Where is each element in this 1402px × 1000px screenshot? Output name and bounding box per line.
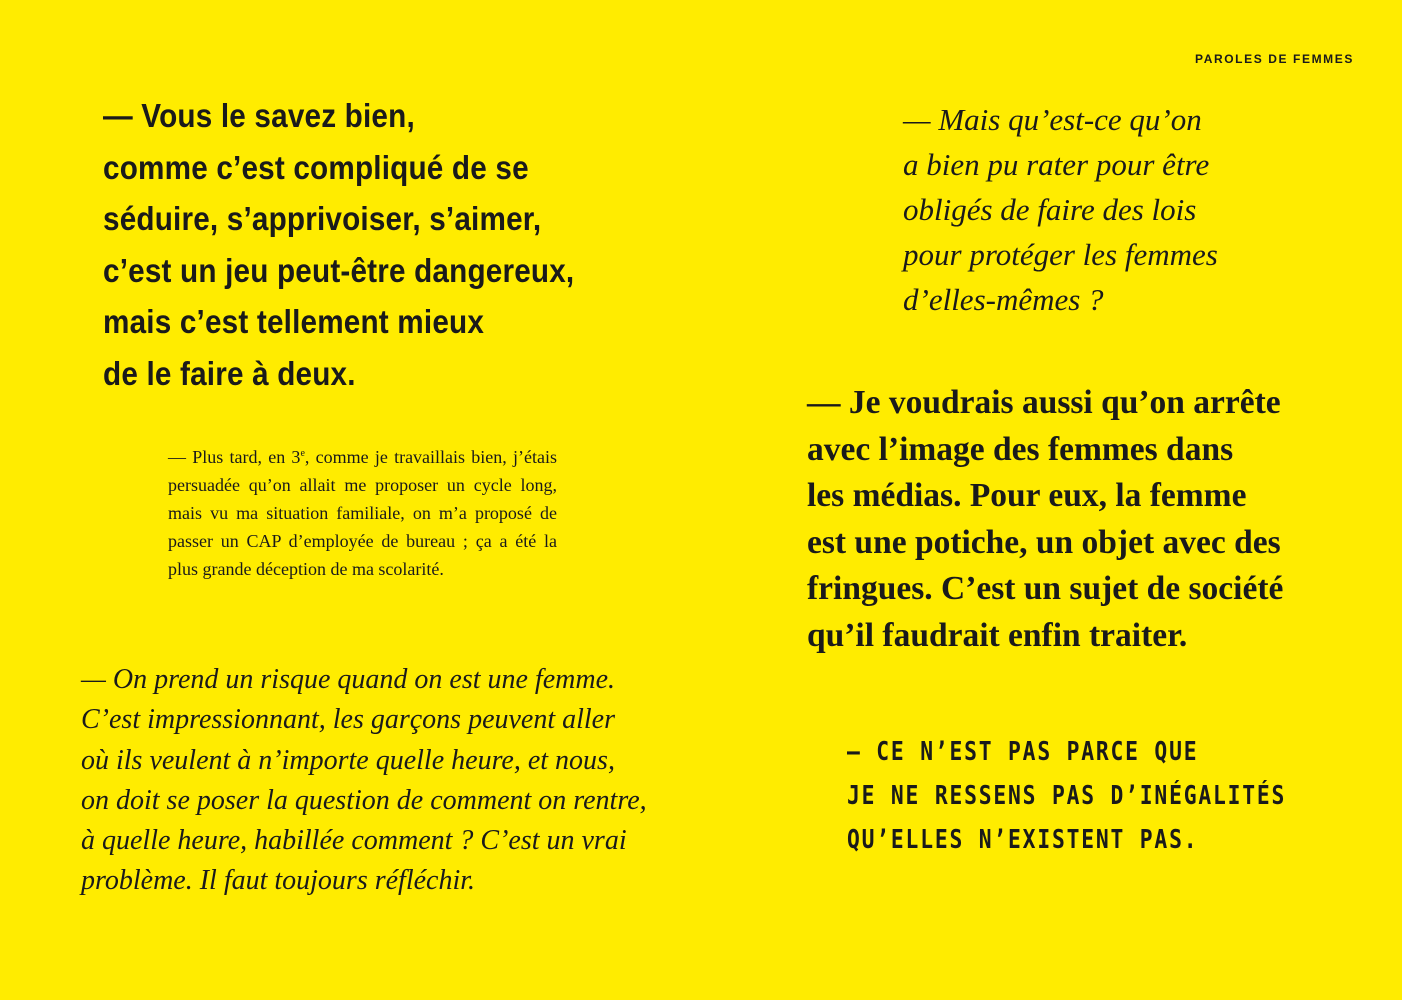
- quote-line: — CE N’EST PAS PARCE QUE: [847, 737, 1199, 767]
- quote-media-image: [807, 380, 1367, 660]
- quote-line: problème. Il faut toujours réfléchir.: [81, 865, 476, 897]
- superscript: e: [300, 448, 305, 459]
- quote-text-rest: , comme je travaillais bien, j’étais persuadée qu’on allait me proposer un cycle long, mais vu ma situation familiale, on m’a proposé de passer un CAP d’employée de bureau ; ça a été la plus grande déception de ma scolarité.: [168, 447, 557, 579]
- quote-line: a bien pu rater pour être: [903, 147, 1210, 182]
- quote-line: fringues. C’est un sujet de société: [807, 570, 1284, 608]
- quote-line: on doit se poser la question de comment on rentre,: [81, 784, 647, 816]
- quote-risk-woman: [81, 660, 701, 902]
- quote-line: avec l’image des femmes dans: [807, 430, 1234, 468]
- quote-line: JE NE RESSENS PAS D’INÉGALITÉS: [847, 781, 1287, 811]
- quote-inequalities: [847, 730, 1287, 862]
- quote-line: d’elles-mêmes ?: [903, 282, 1104, 317]
- quote-line: à quelle heure, habillée comment ? C’est un vrai: [81, 825, 627, 857]
- quote-line: comme c’est compliqué de se: [103, 148, 529, 186]
- quote-school-cap: [168, 443, 557, 583]
- quote-line: — Je voudrais aussi qu’on arrête: [807, 384, 1281, 421]
- quote-line: pour protéger les femmes: [903, 237, 1218, 272]
- quote-text-start: — Plus tard, en 3: [168, 447, 301, 467]
- quote-line: est une potiche, un objet avec des: [807, 523, 1281, 561]
- quote-line: les médias. Pour eux, la femme: [807, 477, 1247, 515]
- quote-line: C’est impressionnant, les garçons peuvent aller: [81, 704, 616, 736]
- quote-line: QU’ELLES N’EXISTENT PAS.: [847, 825, 1199, 855]
- quote-line: — On prend un risque quand on est une femme.: [81, 664, 616, 695]
- quote-line: mais c’est tellement mieux: [103, 303, 485, 340]
- quote-line: où ils veulent à n’importe quelle heure, et nous,: [81, 744, 615, 776]
- quote-seduction: [103, 90, 607, 399]
- quote-line: c’est un jeu peut-être dangereux,: [103, 251, 575, 289]
- quote-line: — Mais qu’est-ce qu’on: [903, 102, 1202, 137]
- quote-line: séduire, s’apprivoiser, s’aimer,: [103, 200, 542, 237]
- page-header-title: PAROLES DE FEMMES: [1195, 52, 1354, 66]
- quote-line: obligés de faire des lois: [903, 192, 1197, 227]
- quote-line: qu’il faudrait enfin traiter.: [807, 616, 1188, 654]
- quote-line: de le faire à deux.: [103, 354, 356, 392]
- quote-line: — Vous le savez bien,: [103, 97, 415, 134]
- quote-laws: [903, 97, 1323, 322]
